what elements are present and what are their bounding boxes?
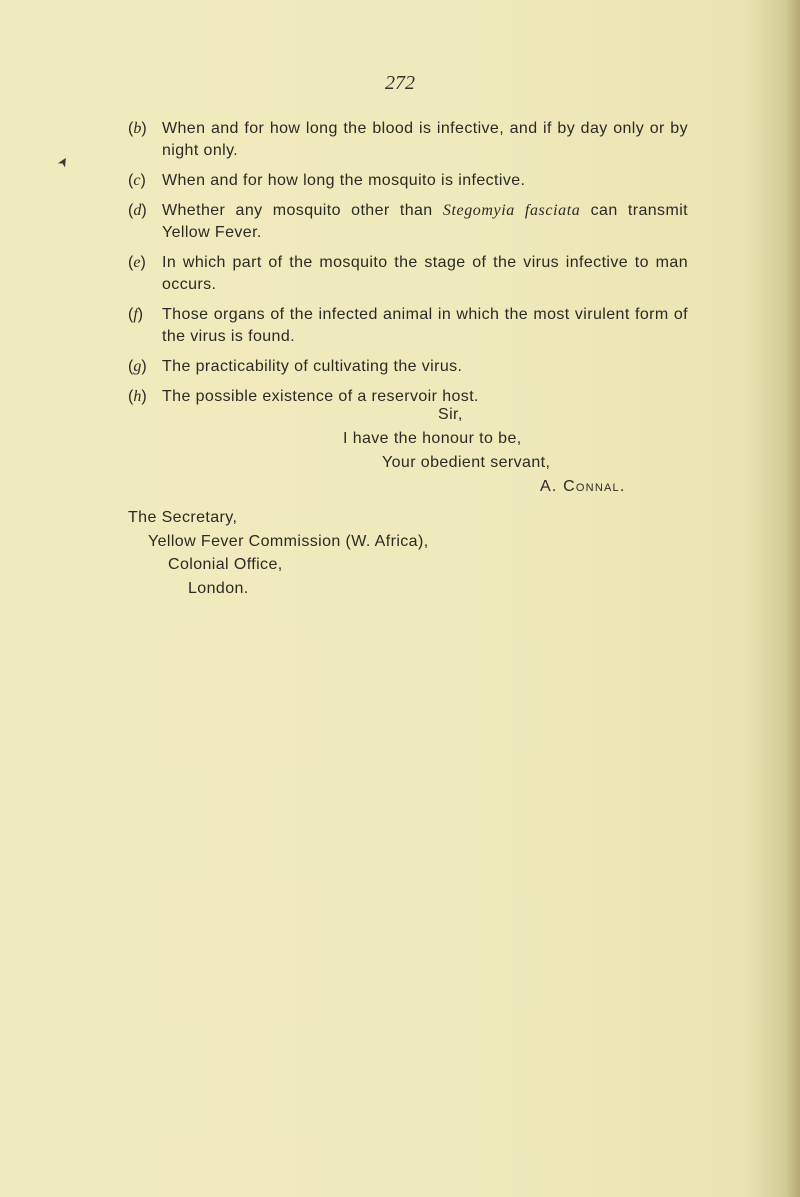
item-marker: (f) (128, 306, 144, 323)
list-item (128, 304, 688, 348)
addressee-commission: Yellow Fever Commission (W. Africa), (148, 532, 429, 550)
closing-line-honour: I have the honour to be, (343, 430, 522, 447)
addressee-title: The Secretary, (128, 509, 238, 526)
list-item (128, 252, 688, 296)
list-item (128, 356, 688, 378)
list-item (128, 200, 688, 244)
item-text: The practicability of cultivating the virus. (162, 358, 463, 375)
closing-line-servant: Your obedient servant, (382, 454, 551, 471)
addressee-office: Colonial Office, (168, 556, 283, 573)
item-marker: (h) (128, 388, 147, 405)
addressee-block (128, 506, 429, 600)
page-edge-shadow (786, 0, 800, 1197)
page-number: 272 (385, 72, 415, 94)
item-marker: (e) (128, 254, 146, 271)
addressee-city: London. (188, 579, 249, 597)
margin-arrow-icon: ➤ (53, 153, 73, 171)
closing-salutation: Sir, (438, 406, 463, 423)
item-text: The possible existence of a reservoir host. (162, 388, 479, 405)
item-text: Whether any mosquito other than Stegomyia fasciata can transmit Yellow Fever. (162, 202, 688, 241)
item-text: When and for how long the blood is infective, and if by day only or by night only. (162, 120, 688, 159)
query-list (128, 118, 688, 416)
item-text: In which part of the mosquito the stage of the virus infective to man occurs. (162, 254, 688, 293)
item-marker: (d) (128, 202, 147, 219)
item-text: Those organs of the infected animal in which the most virulent form of the virus is found. (162, 306, 688, 345)
signature: A. Connal. (540, 478, 626, 495)
species-name: Stegomyia fasciata (442, 202, 581, 219)
item-marker: (b) (128, 120, 147, 137)
item-marker: (g) (128, 358, 147, 375)
item-marker: (c) (128, 172, 146, 189)
list-item (128, 118, 688, 162)
list-item (128, 386, 688, 408)
item-text: When and for how long the mosquito is infective. (162, 172, 526, 189)
list-item (128, 170, 688, 192)
